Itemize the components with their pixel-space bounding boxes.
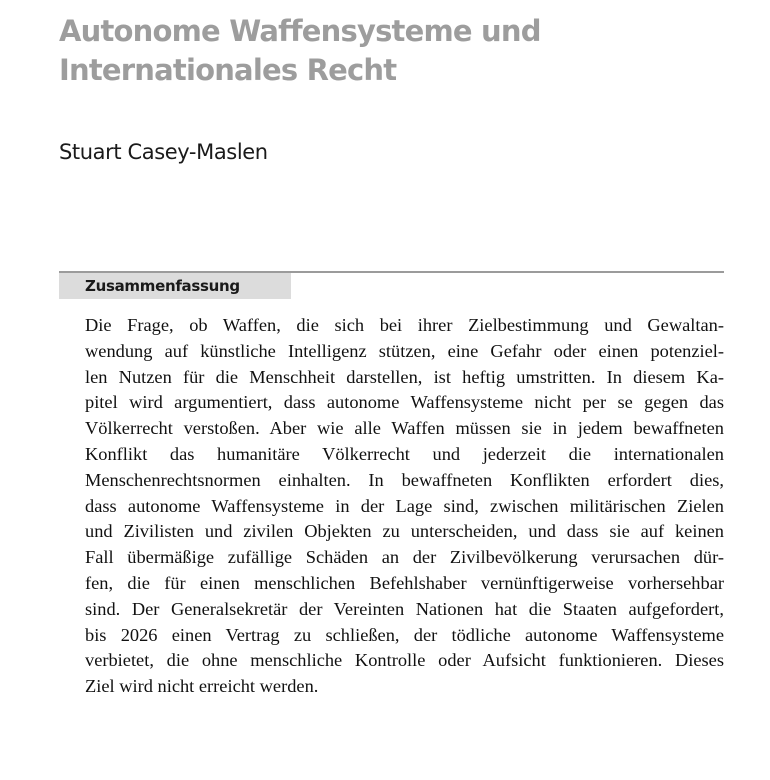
abstract-line: Ziel wird nicht erreicht werden. [85, 676, 319, 697]
abstract-line: sind. Der Generalsekretär der Vereinten Nationen hat die Staaten aufgefordert, [85, 598, 724, 619]
abstract-line: bis 2026 einen Vertrag zu schließen, der tödliche autonome Waffensysteme [85, 624, 724, 645]
abstract-line: fen, die für einen menschlichen Befehlshaber vernünftigerweise vorhersehbar [85, 572, 724, 593]
abstract-line: wendung auf künstliche Intelligenz stützen, eine Gefahr oder einen potenziel- [85, 340, 724, 361]
author-name: Stuart Casey-Maslen [59, 140, 268, 164]
abstract-line: Fall übermäßige zufällige Schäden an der Zivilbevölkerung verursachen dür- [85, 547, 724, 568]
abstract-line: Die Frage, ob Waffen, die sich bei ihrer Zielbestimmung und Gewaltan- [85, 315, 724, 335]
chapter-title-line: Autonome Waffensysteme und [59, 14, 541, 48]
abstract-line: len Nutzen für die Menschheit darstellen, ist heftig umstritten. In diesem Ka- [85, 366, 724, 387]
chapter-title [59, 12, 749, 90]
abstract-line: Konflikt das humanitäre Völkerrecht und jederzeit die internationalen [85, 443, 724, 464]
abstract-body [85, 313, 724, 700]
abstract-line: Völkerrecht verstoßen. Aber wie alle Waffen müssen sie in jedem bewaffneten [85, 418, 724, 439]
abstract-line: Menschenrechtsnormen einhalten. In bewaffneten Konflikten erfordert dies, [85, 469, 724, 490]
abstract-line: verbietet, die ohne menschliche Kontrolle oder Aufsicht funktionieren. Dieses [85, 650, 724, 671]
abstract-line: dass autonome Waffensysteme in der Lage sind, zwischen militärischen Zielen [85, 495, 724, 516]
abstract-line: und Zivilisten und zivilen Objekten zu unterscheiden, und dass sie auf keinen [85, 521, 724, 542]
abstract-heading-box [59, 273, 291, 299]
abstract-heading: Zusammenfassung [85, 277, 240, 295]
chapter-title-line: Internationales Recht [59, 53, 397, 87]
abstract-line: pitel wird argumentiert, dass autonome Waffensysteme nicht per se gegen das [85, 392, 724, 413]
